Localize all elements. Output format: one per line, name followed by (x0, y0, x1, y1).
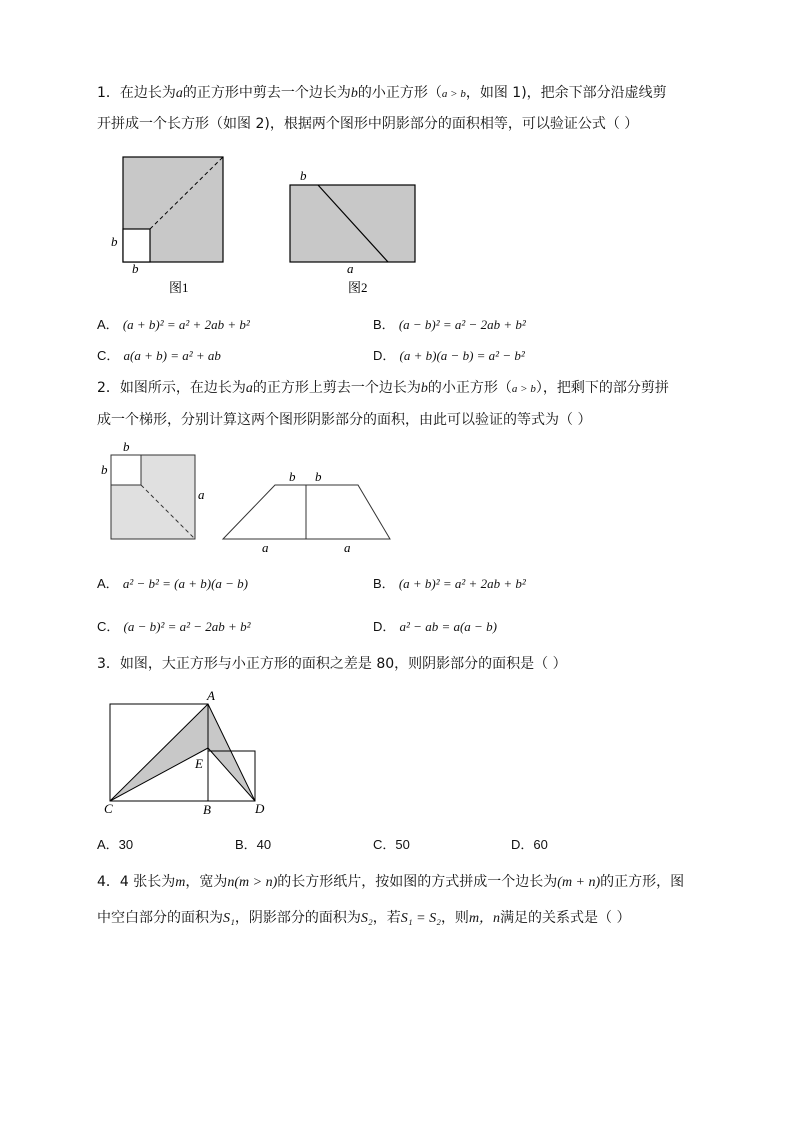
q2-label-b-top: b (123, 439, 130, 454)
q2-stem-line1: 2．如图所示，在边长为a的正方形上剪去一个边长为b的小正方形（a > b），把剩下的部分剪拼 (97, 380, 669, 396)
fig1-label-b-left: b (111, 234, 118, 249)
q1-option-b[interactable]: B． (a − b)² = a² − 2ab + b² (373, 317, 526, 332)
q3-point-B: B (203, 802, 211, 817)
q3-option-b[interactable]: B．40 (235, 837, 272, 852)
q3-point-E: E (195, 756, 203, 771)
fig1-caption: 图1 (169, 280, 189, 295)
q2-small-square (111, 455, 141, 485)
q2-option-b[interactable]: B． (a + b)² = a² + 2ab + b² (373, 576, 526, 591)
q1-stem-line1: 1．在边长为a的正方形中剪去一个边长为b的小正方形（a > b，如图 1)，把余下部分沿虚线剪 (97, 85, 667, 101)
q2-stem-line2: 成一个梯形，分别计算这两个图形阴影部分的面积，由此可以验证的等式为（ ） (97, 412, 592, 428)
q1-figure-1 (105, 152, 235, 302)
q2-option-c[interactable]: C． (a − b)² = a² − 2ab + b² (97, 619, 251, 634)
fig1-label-b-bottom: b (132, 261, 139, 276)
q1-option-a[interactable]: A． (a + b)² = a² + 2ab + b² (97, 317, 250, 332)
q4-stem-line1: 4．4 张长为m，宽为n(m > n)的长方形纸片，按如图的方式拼成一个边长为(m + n)的正方形，图 (97, 874, 685, 890)
q1-option-c[interactable]: C． a(a + b) = a² + ab (97, 348, 221, 363)
q3-figure (100, 686, 270, 816)
q2-option-a[interactable]: A． a² − b² = (a + b)(a − b) (97, 576, 249, 591)
fig1-small-square (123, 229, 150, 262)
q3-point-A: A (207, 688, 215, 703)
q1-option-d[interactable]: D． (a + b)(a − b) = a² − b² (373, 348, 525, 363)
q2-trap-label-a2: a (344, 540, 351, 555)
q2-trap-label-a1: a (262, 540, 269, 555)
q2-figure-trapezoid (218, 468, 396, 558)
q3-option-a[interactable]: A．30 (97, 837, 134, 852)
q3-stem: 3．如图，大正方形与小正方形的面积之差是 80，则阴影部分的面积是（ ） (97, 656, 567, 672)
q2-option-d[interactable]: D． a² − ab = a(a − b) (373, 619, 497, 634)
fig2-label-b-top: b (300, 168, 307, 183)
q2-trap-label-b1: b (289, 469, 296, 484)
q3-option-d[interactable]: D．60 (511, 837, 548, 852)
fig2-caption: 图2 (348, 280, 368, 295)
q3-option-c[interactable]: C．50 (373, 837, 410, 852)
q2-trap-label-b2: b (315, 469, 322, 484)
q1-stem-line2: 开拼成一个长方形（如图 2)，根据两个图形中阴影部分的面积相等，可以验证公式（ ） (97, 116, 639, 132)
q4-stem-line2: 中空白部分的面积为S₁，阴影部分的面积为S₂，若S₁ = S₂，则m，n满足的关系式是（ ） (97, 910, 631, 926)
q2-figure-square (98, 440, 213, 545)
q2-label-a-right: a (198, 487, 205, 502)
q2-label-b-left: b (101, 462, 108, 477)
q3-point-C: C (104, 801, 113, 816)
q3-point-D: D (255, 801, 265, 816)
fig2-label-a-bottom: a (347, 261, 354, 276)
q1-figure-2 (285, 165, 425, 302)
